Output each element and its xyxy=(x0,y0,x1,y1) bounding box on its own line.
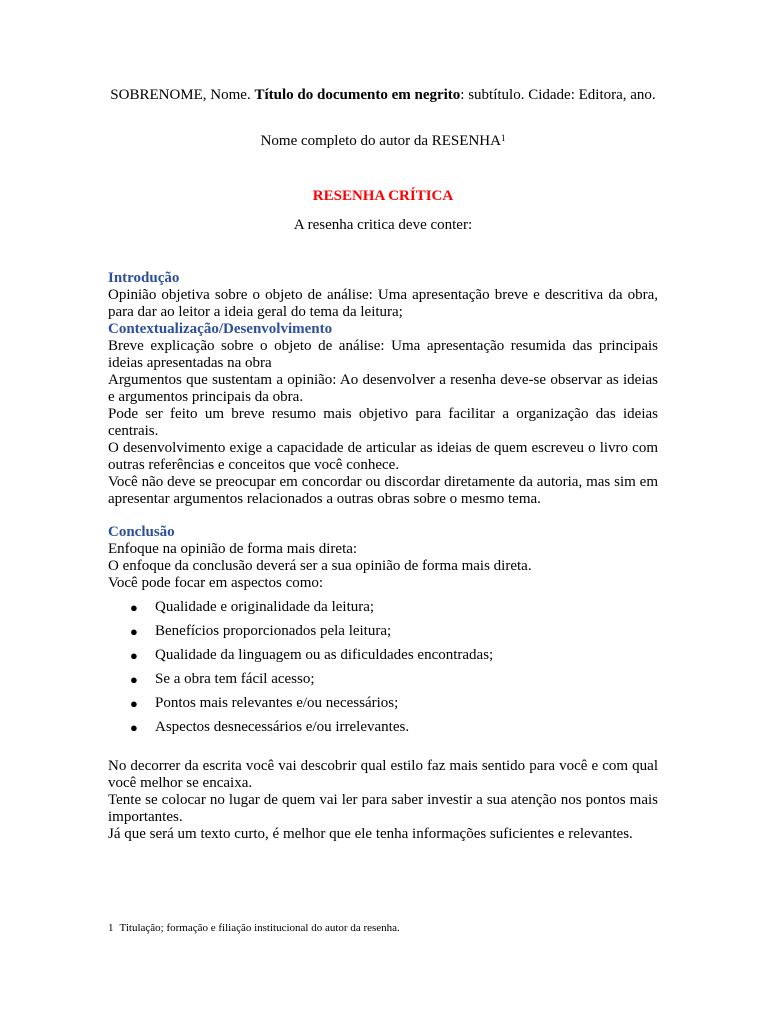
reference-rest: : subtítulo. Cidade: Editora, ano. xyxy=(460,87,656,103)
list-item-text: Se a obra tem fácil acesso; xyxy=(155,671,315,687)
list-item-text: Pontos mais relevantes e/ou necessários; xyxy=(155,695,399,711)
paragraph: Tente se colocar no lugar de quem vai ler para saber investir a sua atenção nos pontos mais importantes. xyxy=(108,792,658,825)
document-body xyxy=(108,270,658,843)
section-title-introducao: Introdução xyxy=(108,270,180,286)
paragraph: Argumentos que sustentam a opinião: Ao desenvolver a resenha deve-se observar as ideias e argumentos principais da obra. xyxy=(108,372,658,405)
bullet-icon: ● xyxy=(130,720,138,735)
intro-text: A resenha critica deve conter: xyxy=(293,217,473,233)
page-title: RESENHA CRÍTICA xyxy=(312,188,454,204)
paragraph: Você não deve se preocupar em concordar ou discordar diretamente da autoria, mas sim em apresentar argumentos relacionados a outras obras sobre o mesmo tema. xyxy=(108,474,658,507)
section-title-desenvolvimento: Contextualização/Desenvolvimento xyxy=(108,321,333,337)
bullet-icon: ● xyxy=(130,624,138,639)
paragraph: Opinião objetiva sobre o objeto de análise: Uma apresentação breve e descritiva da obra, para dar ao leitor a ideia geral do tema da leitura; xyxy=(108,287,658,320)
spacer xyxy=(108,508,658,524)
paragraph: Você pode focar em aspectos como: xyxy=(108,575,324,591)
bullet-icon: ● xyxy=(130,600,138,615)
paragraph: Pode ser feito um breve resumo mais objetivo para facilitar a organização das ideias centrais. xyxy=(108,406,658,439)
list-item xyxy=(108,671,658,688)
bibliographic-reference xyxy=(108,86,658,104)
list-item-text: Qualidade e originalidade da leitura; xyxy=(155,599,375,615)
paragraph: Breve explicação sobre o objeto de análise: Uma apresentação resumida das principais ideias apresentadas na obra xyxy=(108,338,658,371)
bullet-icon: ● xyxy=(130,696,138,711)
paragraph: O enfoque da conclusão deverá ser a sua opinião de forma mais direta. xyxy=(108,558,532,574)
section-title-conclusao: Conclusão xyxy=(108,524,175,540)
paragraph: O desenvolvimento exige a capacidade de articular as ideias de quem escreveu o livro com outras referências e conceitos que você conhece. xyxy=(108,440,658,473)
bullet-icon: ● xyxy=(130,672,138,687)
author-line-text: Nome completo do autor da RESENHA xyxy=(260,133,501,149)
footnote-text: Titulação; formação e filiação institucional do autor da resenha. xyxy=(119,922,400,934)
review-author-line xyxy=(108,132,658,150)
reference-author: SOBRENOME, Nome. xyxy=(110,87,255,103)
aspects-list xyxy=(108,599,658,736)
list-item xyxy=(108,719,658,736)
paragraph: Enfoque na opinião de forma mais direta: xyxy=(108,541,358,557)
list-item xyxy=(108,695,658,712)
paragraph: No decorrer da escrita você vai descobrir qual estilo faz mais sentido para você e com qual você melhor se encaixa. xyxy=(108,758,658,791)
list-item xyxy=(108,647,658,664)
spacer xyxy=(108,742,658,758)
list-item-text: Qualidade da linguagem ou as dificuldades encontradas; xyxy=(155,647,494,663)
list-item-text: Aspectos desnecessários e/ou irrelevantes. xyxy=(155,719,410,735)
footnote xyxy=(108,921,400,935)
list-item xyxy=(108,599,658,616)
reference-title: Título do documento em negrito xyxy=(254,87,461,103)
footnote-mark: 1 xyxy=(500,133,506,143)
footnote-number: 1 xyxy=(108,922,114,934)
paragraph: Já que será um texto curto, é melhor que ele tenha informações suficientes e relevantes. xyxy=(108,826,633,842)
list-item-text: Benefícios proporcionados pela leitura; xyxy=(155,623,392,639)
bullet-icon: ● xyxy=(130,648,138,663)
list-item xyxy=(108,623,658,640)
